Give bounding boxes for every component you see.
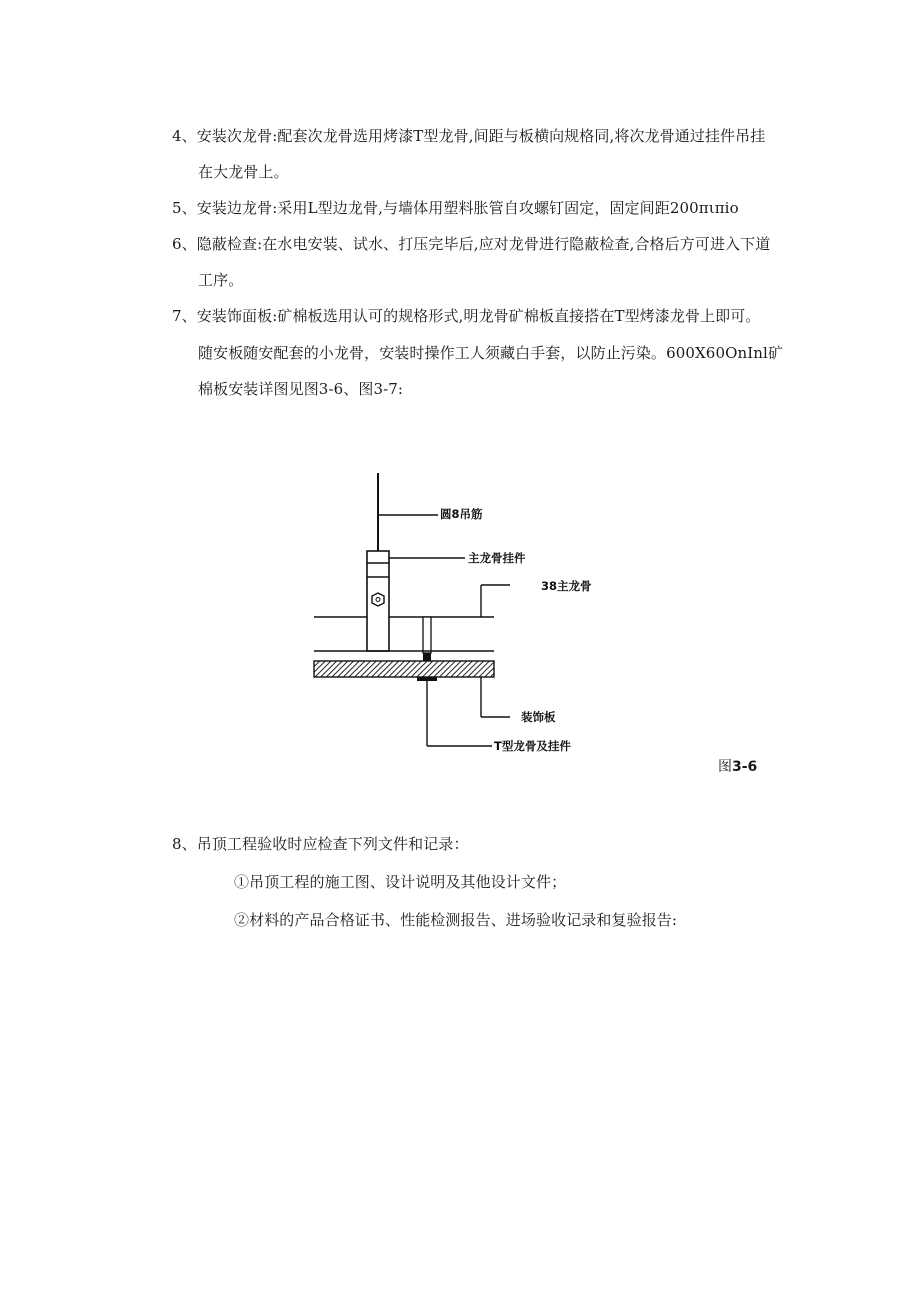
item-text: 在大龙骨上。 (198, 163, 289, 181)
subitem-2: ②材料的产品合格证书、性能检测报告、进场验收记录和复验报告: (234, 911, 678, 929)
label-hanger-rod: 圆8吊筋 (440, 507, 483, 521)
item-text: 随安板随安配套的小龙骨，安装时操作工人须藏白手套，以防止污染。600X60OnInl矿 (198, 344, 784, 362)
figure-caption (718, 756, 757, 776)
item-7-line-3 (198, 379, 403, 399)
item-number: 5 (172, 199, 182, 217)
subitem-1: ①吊顶工程的施工图、设计说明及其他设计文件； (234, 873, 567, 891)
label-decor-board: 装饰板 (521, 710, 556, 724)
item-text: 、安装饰面板:矿棉板选用认可的规格形式,明龙骨矿棉板直接搭在T型烤漆龙骨上即可。 (181, 307, 761, 325)
item-8-line-1 (172, 834, 469, 854)
label-main-keel-hanger: 主龙骨挂件 (468, 551, 526, 565)
item-4-line-2 (198, 162, 289, 182)
item-number: 8 (172, 835, 182, 853)
item-6-line-2 (198, 270, 243, 290)
item-text: 棉板安装详图见图3-6、图3-7: (198, 380, 404, 398)
item-7-line-2 (198, 343, 783, 363)
item-number: 4 (172, 127, 182, 145)
label-t-keel: T型龙骨及挂件 (494, 739, 571, 753)
item-number: 7 (172, 307, 182, 325)
item-5-line-1 (172, 198, 739, 218)
label-main-keel: 38主龙骨 (541, 579, 592, 593)
bolt-icon (372, 593, 384, 606)
item-text: 、吊顶工程验收时应检查下列文件和记录： (181, 835, 469, 853)
t-keel-flange (417, 677, 437, 681)
item-number: 6 (172, 235, 182, 253)
caption-number: 3-6 (732, 759, 758, 775)
item-text: 、安装边龙骨:采用L型边龙骨,与墙体用塑料胀管自攻螺钉固定，固定间距200πιπio (181, 199, 739, 217)
item-text: 、隐蔽检查:在水电安装、试水、打压完毕后,应对龙骨进行隐蔽检查,合格后方可进入下道 (181, 235, 771, 253)
item-text: 、安装次龙骨:配套次龙骨选用烤漆T型龙骨,间距与板横向规格同,将次龙骨通过挂件吊挂 (181, 127, 766, 145)
caption-prefix: 图 (718, 759, 732, 775)
item-7-line-1 (172, 306, 761, 326)
item-4-line-1 (172, 126, 765, 146)
decor-board (314, 661, 494, 677)
t-keel-hanger (423, 617, 431, 653)
item-6-line-1 (172, 234, 770, 254)
item-text: 工序。 (198, 271, 244, 289)
